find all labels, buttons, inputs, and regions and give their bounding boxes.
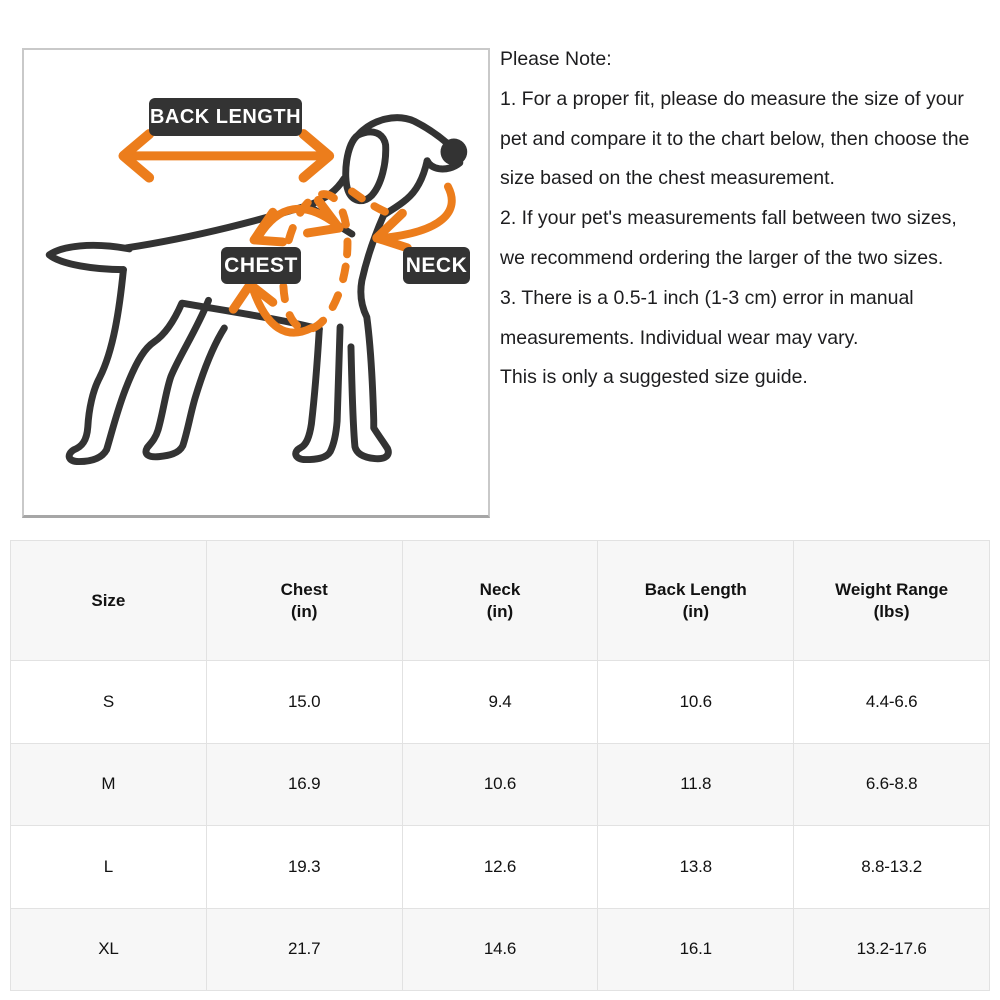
table-row-size-xl — [11, 908, 990, 991]
column-header-unit: (in) — [486, 601, 514, 621]
column-header-unit: (lbs) — [873, 601, 910, 621]
size-chart-table — [10, 540, 990, 991]
cell-neck: 12.6 — [402, 826, 598, 909]
note-line: we recommend ordering the larger of the two sizes. — [500, 246, 944, 269]
cell-back-length: 11.8 — [598, 743, 794, 826]
dog-nose — [441, 139, 468, 166]
note-line: size based on the chest measurement. — [500, 167, 835, 190]
cell-neck: 14.6 — [402, 908, 598, 991]
column-header-chest — [206, 541, 402, 661]
cell-weight-range: 13.2-17.6 — [794, 908, 990, 991]
cell-weight-range: 8.8-13.2 — [794, 826, 990, 909]
cell-chest: 21.7 — [206, 908, 402, 991]
table-row-size-m — [11, 743, 990, 826]
cell-size: L — [11, 826, 207, 909]
note-line: 3. There is a 0.5-1 inch (1-3 cm) error in manual — [500, 286, 914, 309]
cell-size: XL — [11, 908, 207, 991]
cell-weight-range: 4.4-6.6 — [794, 661, 990, 744]
column-header-size — [11, 541, 207, 661]
column-header-title: Weight Range — [835, 579, 949, 599]
cell-back-length: 10.6 — [598, 661, 794, 744]
note-line: This is only a suggested size guide. — [500, 366, 808, 389]
cell-weight-range: 6.6-8.8 — [794, 743, 990, 826]
note-line: 2. If your pet's measurements fall between two sizes, — [500, 207, 957, 230]
dog-measurement-diagram — [22, 48, 490, 518]
back-length-label: BACK LENGTH — [149, 98, 302, 136]
cell-chest: 16.9 — [206, 743, 402, 826]
column-header-unit: (in) — [290, 601, 318, 621]
column-header-weight-range — [794, 541, 990, 661]
table-row-size-s — [11, 661, 990, 744]
note-line: measurements. Individual wear may vary. — [500, 326, 859, 349]
cell-back-length: 16.1 — [598, 908, 794, 991]
column-header-back-length — [598, 541, 794, 661]
cell-chest: 19.3 — [206, 826, 402, 909]
neck-label: NECK — [403, 247, 470, 284]
cell-size: M — [11, 743, 207, 826]
column-header-neck — [402, 541, 598, 661]
note-line: 1. For a proper fit, please do measure the size of your — [500, 87, 964, 110]
size-chart-header-row — [11, 541, 990, 661]
table-row-size-l — [11, 826, 990, 909]
note-panel — [500, 40, 998, 398]
cell-neck: 9.4 — [402, 661, 598, 744]
column-header-title: Neck — [479, 579, 521, 599]
chest-label: CHEST — [221, 247, 301, 284]
column-header-title: Size — [91, 590, 126, 610]
cell-size: S — [11, 661, 207, 744]
back-length-arrow-icon — [123, 134, 329, 178]
column-header-unit: (in) — [682, 601, 709, 621]
cell-neck: 10.6 — [402, 743, 598, 826]
note-line: pet and compare it to the chart below, then choose the — [500, 127, 970, 150]
cell-chest: 15.0 — [206, 661, 402, 744]
cell-back-length: 13.8 — [598, 826, 794, 909]
column-header-title: Back Length — [644, 579, 747, 599]
column-header-title: Chest — [280, 579, 328, 599]
note-heading: Please Note: — [500, 48, 612, 70]
